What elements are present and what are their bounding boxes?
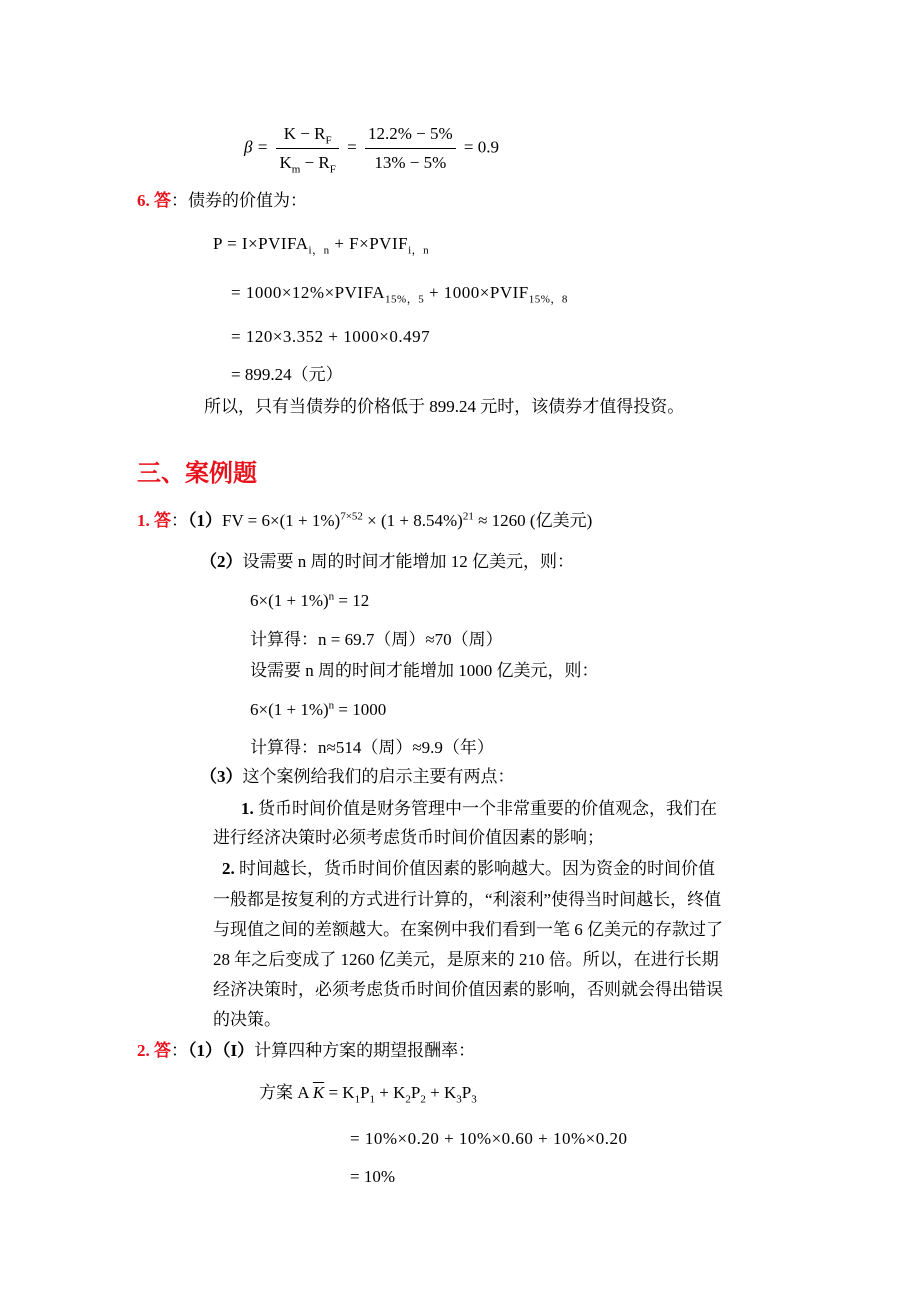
- q6-formula-line-3: = 120×3.352 + 1000×0.497: [231, 327, 431, 346]
- c2-eq-k: = K: [324, 1083, 355, 1102]
- c2-p1: P: [360, 1083, 370, 1102]
- q6-answer-label: 答: [154, 191, 171, 210]
- c2-answer-label: 答: [154, 1041, 171, 1060]
- c2-sub2b: 2: [420, 1093, 426, 1106]
- c1-eq2-b: (1 + 1%): [268, 700, 329, 719]
- c1-eq1-c: = 12: [334, 591, 370, 610]
- c2-plan-a-line: [259, 1082, 477, 1104]
- q6-l1-sub2: i，n: [408, 244, 430, 257]
- q6-header: [137, 190, 307, 212]
- q6-l1-a: P = I×PVIFA: [213, 234, 309, 253]
- c2-plan-a: 方案 A: [259, 1083, 309, 1102]
- c1-point1-number: 1.: [241, 799, 254, 818]
- c2-plus2: + K: [425, 1083, 457, 1102]
- q6-formula-line-4: = 899.24（元）: [231, 365, 343, 384]
- c1-fv-e: ≈ 1260 (亿美元): [473, 511, 593, 530]
- c1-eq2-a: 6×: [250, 700, 269, 719]
- c2-part1: [137, 1040, 475, 1062]
- c1-point2-line4: 28 年之后变成了 1260 亿美元，是原来的 210 倍。所以，在进行长期: [213, 950, 719, 969]
- q6-l2-sub2: 15%，8: [528, 293, 568, 306]
- q6-l2-a: = 1000×12%×PVIFA: [231, 283, 386, 302]
- beta-formula: [244, 122, 499, 175]
- c2-line3: = 10%: [350, 1167, 395, 1186]
- c2-sub1a: 1: [354, 1093, 361, 1106]
- c1-answer-label: 答: [154, 511, 171, 530]
- c2-part1-text: 计算四种方案的期望报酬率：: [254, 1041, 476, 1060]
- c1-point2-line5: 经济决策时，必须考虑货币时间价值因素的影响，否则就会得出错误: [213, 980, 723, 999]
- beta-f2-denominator: 13% − 5%: [374, 153, 447, 172]
- q6-l1-sub1: i，n: [308, 244, 330, 257]
- c1-point1-line1: [241, 798, 717, 820]
- c1-part1-label: （1）: [188, 511, 222, 530]
- beta-equals: =: [347, 137, 357, 157]
- q6-l1-b: + F×PVIF: [329, 234, 409, 253]
- c1-eq2-c: = 1000: [334, 700, 387, 719]
- beta-f1-denominator: K: [279, 153, 292, 172]
- c2-part1-label: （1）（I）: [188, 1041, 255, 1060]
- c1-fv-exp1: 7×52: [340, 510, 363, 523]
- c1-part2-label: （2）: [200, 552, 243, 571]
- c2-sub3a: 3: [456, 1093, 462, 1106]
- q6-l2-sub1: 15%，5: [385, 293, 425, 306]
- c1-point1-text: 货币时间价值是财务管理中一个非常重要的价值观念，我们在: [253, 799, 717, 818]
- c1-point2-number: 2.: [222, 859, 235, 878]
- beta-f1-den-sub-m: m: [291, 163, 301, 176]
- c1-fv-a: FV = 6×: [222, 511, 280, 530]
- c2-plus1: + K: [375, 1083, 406, 1102]
- beta-lhs: β =: [244, 137, 269, 157]
- c2-sub3b: 3: [471, 1093, 477, 1106]
- c2-line2: = 10%×0.20 + 10%×0.60 + 10%×0.20: [350, 1129, 628, 1148]
- c2-sub1b: 1: [369, 1093, 376, 1106]
- c1-eq1-exp: n: [328, 590, 335, 603]
- c1-part2: [200, 551, 574, 573]
- beta-f1-num-sub: F: [325, 134, 332, 147]
- c1-number: 1.: [137, 511, 150, 530]
- c1-fv-b: (1 + 1%): [279, 511, 341, 530]
- c1-eq1-b: (1 + 1%): [268, 591, 329, 610]
- c1-eq2-exp: n: [328, 699, 335, 712]
- c1-eq1: [250, 590, 369, 612]
- c1-fv-d: (1 + 8.54%): [381, 511, 463, 530]
- beta-f1-numerator: K − R: [283, 124, 326, 143]
- q6-l2-b: + 1000×PVIF: [424, 283, 529, 302]
- c2-p3: P: [461, 1083, 472, 1102]
- c1-point2-text: 时间越长，货币时间价值因素的影响越大。因为资金的时间价值: [234, 859, 715, 878]
- q6-number: 6.: [137, 191, 150, 210]
- q6-intro: 债券的价值为：: [188, 191, 307, 210]
- beta-f1-den-mid: − R: [300, 153, 330, 172]
- c1-colon: ：: [171, 511, 188, 530]
- c1-calc2: 计算得：n≈514（周）≈9.9（年）: [250, 738, 494, 757]
- c2-number: 2.: [137, 1041, 150, 1060]
- c1-fv-exp2: 21: [462, 510, 474, 523]
- c1-set2: 设需要 n 周的时间才能增加 1000 亿美元，则：: [250, 661, 599, 680]
- q6-conclusion: 所以，只有当债券的价格低于 899.24 元时，该债券才值得投资。: [204, 397, 685, 416]
- c1-part3-label: （3）: [200, 767, 243, 786]
- c1-eq2: [250, 699, 386, 721]
- beta-fraction-1: [276, 122, 338, 175]
- c1-point2-line1: [222, 858, 715, 880]
- beta-result: = 0.9: [463, 137, 499, 157]
- beta-f2-numerator: 12.2% − 5%: [365, 122, 456, 149]
- section-3-title: 三、案例题: [137, 461, 257, 487]
- c1-eq1-a: 6×: [250, 591, 269, 610]
- beta-fraction-2: [365, 122, 456, 175]
- c2-k-bar: $\overline{K}$: [312, 1083, 325, 1102]
- beta-f1-den-sub-f: F: [329, 163, 336, 176]
- c1-part3: [200, 766, 515, 788]
- q6-formula-line-2: [231, 282, 568, 304]
- c1-point2-line3: 与现值之间的差额越大。在案例中我们看到一笔 6 亿美元的存款过了: [213, 920, 723, 939]
- c2-p2: P: [410, 1083, 421, 1102]
- c1-point2-line6: 的决策。: [213, 1010, 281, 1029]
- q6-colon: ：: [171, 191, 188, 210]
- c2-colon: ：: [171, 1041, 188, 1060]
- c1-point2-line2: 一般都是按复利的方式进行计算的，“利滚利”使得当时间越长，终值: [213, 890, 722, 909]
- c1-calc1: 计算得：n = 69.7（周）≈70（周）: [250, 630, 503, 649]
- c1-part1: [137, 510, 592, 532]
- c2-sub2a: 2: [405, 1093, 411, 1106]
- c1-part3-text: 这个案例给我们的启示主要有两点：: [242, 767, 515, 786]
- q6-formula-line-1: [213, 233, 429, 255]
- c1-fv-c: ×: [362, 511, 381, 530]
- c1-point1-line2: 进行经济决策时必须考虑货币时间价值因素的影响；: [213, 828, 604, 847]
- c1-part2-text: 设需要 n 周的时间才能增加 12 亿美元，则：: [242, 552, 574, 571]
